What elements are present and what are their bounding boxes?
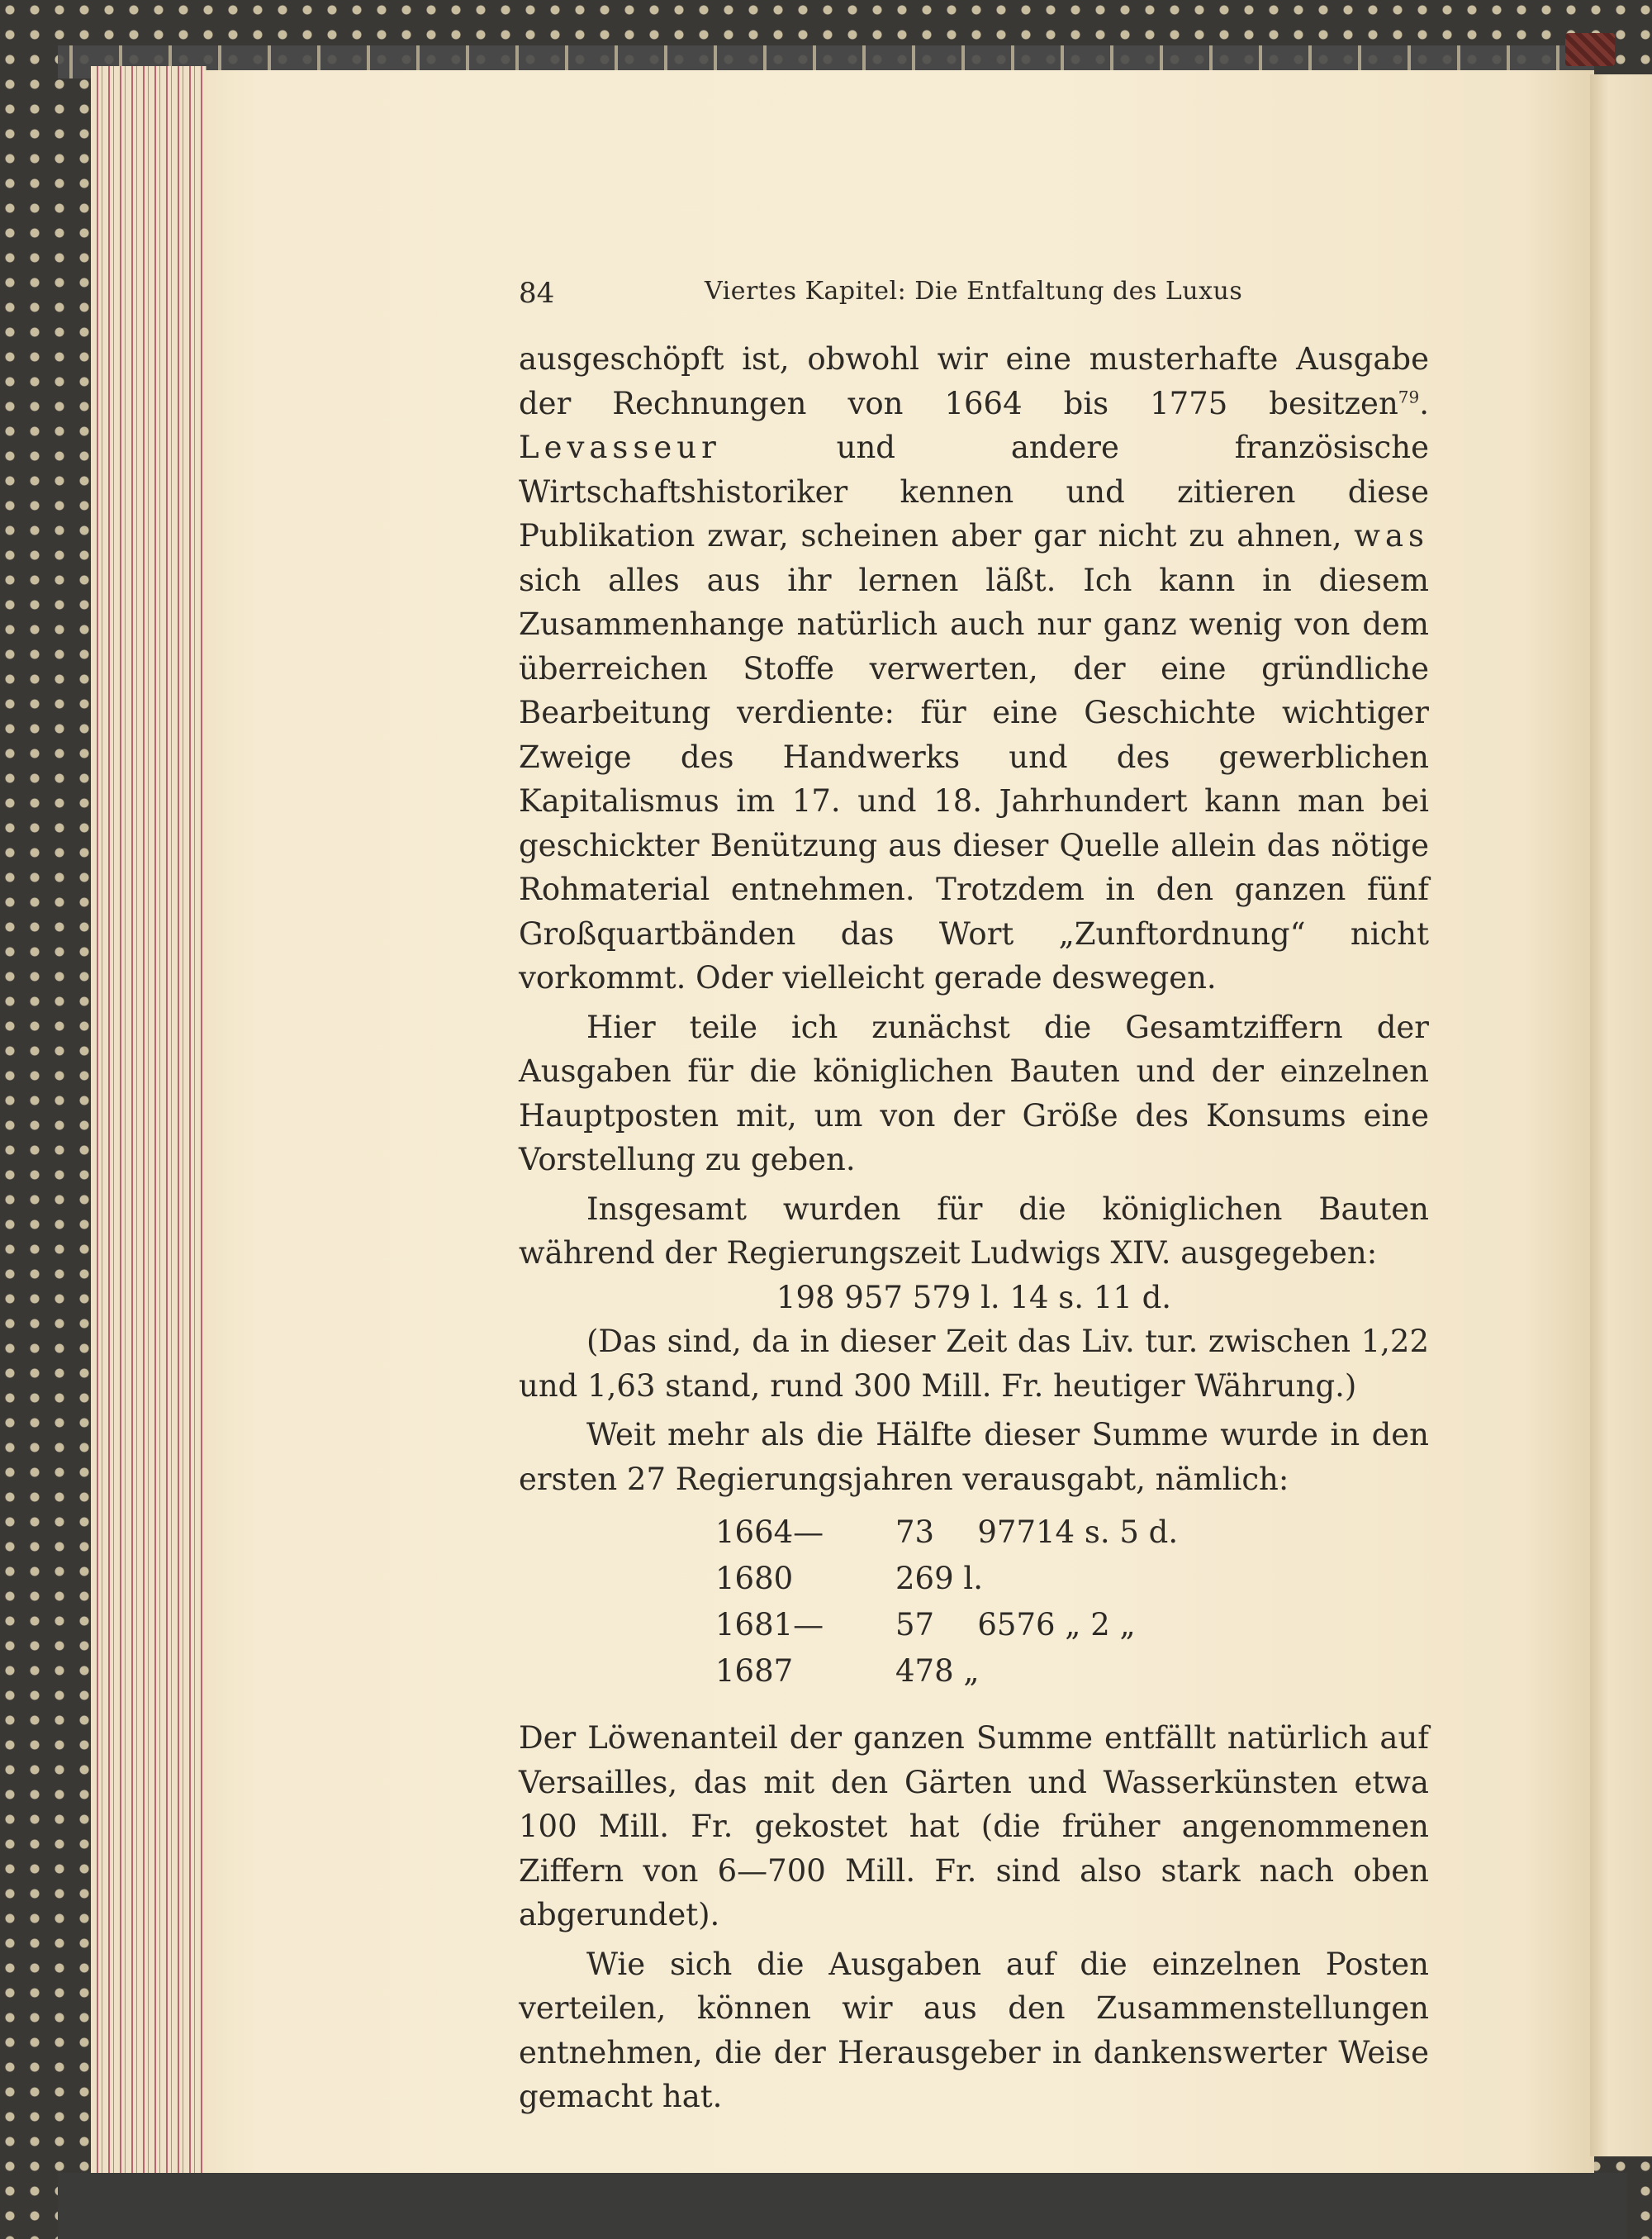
author-name: Levasseur — [519, 430, 721, 465]
facing-page-edge — [1590, 74, 1652, 2156]
footnote-ref: 79 — [1398, 387, 1420, 407]
page-edges — [91, 66, 206, 2173]
period: 1664—1680 — [715, 1514, 824, 1596]
total-amount: 198 957 579 l. 14 s. 11 d. — [776, 1279, 1172, 1315]
text-run: und andere französische Wirtschaftshistoriker kennen und zitieren diese Publikation zwar, scheinen aber gar nicht zu ahnen, — [519, 430, 1429, 554]
cover-bottom — [58, 2173, 1627, 2239]
emphasis-was: was — [1354, 518, 1429, 554]
bookmark-ribbon — [1565, 33, 1615, 66]
paragraph-5: Weit mehr als die Hälfte dieser Summe wurde in den ersten 27 Regierungsjahren verausgabt, nämlich: — [519, 1417, 1429, 1497]
paragraph-4: (Das sind, da in dieser Zeit das Liv. tur. zwischen 1,22 und 1,63 stand, rund 300 Mill. Fr. heutiger Währung.) — [519, 1324, 1429, 1404]
page-number: 84 — [519, 277, 555, 310]
amount: 73 977 269 l. — [895, 1514, 1036, 1596]
paragraph-3: Insgesamt wurden für die königlichen Bauten während der Regierungszeit Ludwigs XIV. ausgegeben: — [519, 1191, 1429, 1271]
years-table — [715, 1509, 1429, 1695]
paragraph-7: Wie sich die Ausgaben auf die einzelnen Posten verteilen, können wir aus den Zusammenstellungen entnehmen, die der Herausgeber in dankenswerter Weise gemacht hat. — [519, 1946, 1429, 2114]
table-row — [715, 1602, 1429, 1695]
rest: 6 „ 2 „ — [1036, 1607, 1136, 1642]
paragraph-2: Hier teile ich zunächst die Gesamtziffern der Ausgaben für die königlichen Bauten und der einzelnen Hauptposten mit, um von der Größe des Konsums eine Vorstellung zu geben. — [519, 1009, 1429, 1177]
amount: 57 657 478 „ — [895, 1607, 1036, 1689]
table-row — [715, 1509, 1429, 1602]
text-run: . — [1419, 385, 1429, 421]
page-body — [519, 337, 1429, 2119]
rest: 14 s. 5 d. — [1036, 1514, 1179, 1550]
text-run: ausgeschöpft ist, obwohl wir eine musterhafte Ausgabe der Rechnungen von 1664 bis 1775 besitzen — [519, 341, 1429, 421]
running-head — [519, 277, 1427, 318]
paragraph-6: Der Löwenanteil der ganzen Summe entfällt natürlich auf Versailles, das mit den Gärten und Wasserkünsten etwa 100 Mill. Fr. gekostet hat (die früher angenommenen Ziffern von 6—700 Mill. Fr. sind also stark nach oben abgerundet). — [519, 1720, 1429, 1932]
running-title: Viertes Kapitel: Die Entfaltung des Luxus — [705, 277, 1243, 306]
paragraph-1 — [519, 337, 1429, 1001]
text-run: sich alles aus ihr lernen läßt. Ich kann in diesem Zusammenhange natürlich auch nur ganz wenig von dem überreichen Stoffe verwerten, der eine gründliche Bearbeitung verdiente: für eine Geschichte wichtiger Zweige des Handwerks und des gewerblichen Kapitalismus im 17. und 18. Jahrhundert kann man bei geschickter Benützung aus dieser Quelle allein das nötige Rohmaterial entnehmen. Trotzdem in den ganzen fünf Großquartbänden das Wort „Zunftordnung“ nicht vorkommt. Oder vielleicht gerade deswegen. — [519, 562, 1429, 996]
period: 1681—1687 — [715, 1607, 824, 1689]
